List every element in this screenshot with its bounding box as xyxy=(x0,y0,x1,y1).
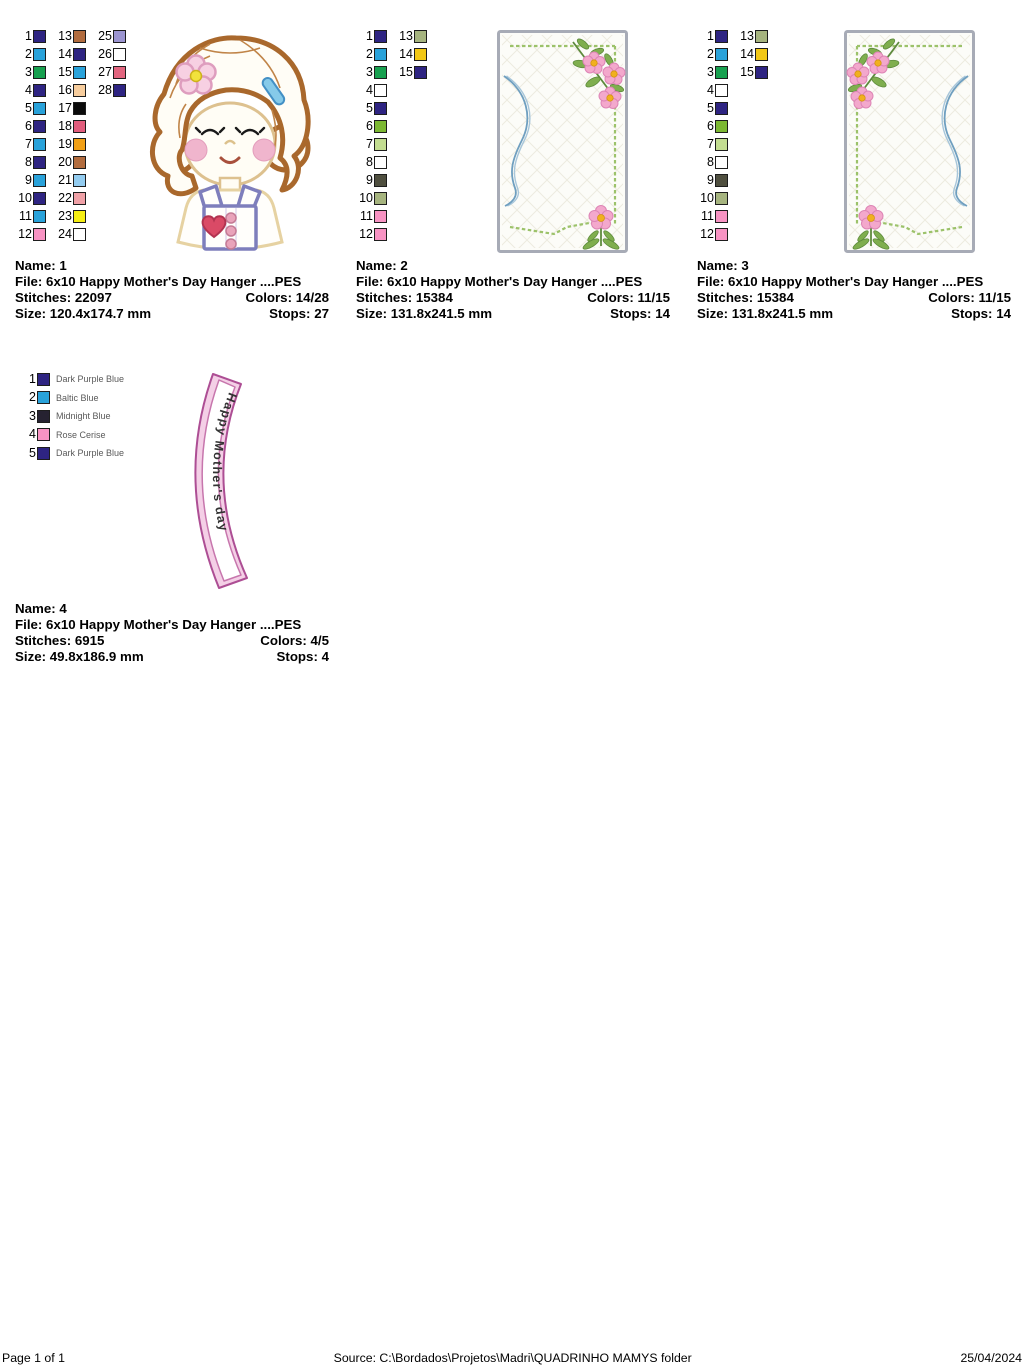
size-line xyxy=(15,649,329,665)
palette-number: 2 xyxy=(366,46,373,61)
palette-entry xyxy=(54,153,86,171)
page-number: Page 1 of 1 xyxy=(2,1351,65,1365)
palette-swatch xyxy=(33,210,46,223)
stops-value: 27 xyxy=(314,305,329,321)
palette-number: 2 xyxy=(707,46,714,61)
palette-number: 16 xyxy=(58,82,72,97)
palette-entry xyxy=(54,27,86,45)
palette-entry xyxy=(696,117,728,135)
stitches-line xyxy=(356,290,670,306)
palette-swatch xyxy=(755,48,768,61)
palette-swatch xyxy=(73,210,86,223)
name-label: Name: xyxy=(697,258,738,273)
name-line xyxy=(356,258,670,274)
palette-swatch xyxy=(73,138,86,151)
palette-number: 19 xyxy=(58,136,72,151)
palette-swatch xyxy=(33,174,46,187)
palette-entry xyxy=(18,389,124,408)
palette-swatch xyxy=(374,66,387,79)
palette-number: 9 xyxy=(25,172,32,187)
palette-swatch xyxy=(33,30,46,43)
palette-color-name: Dark Purple Blue xyxy=(56,448,125,459)
file-line xyxy=(697,274,1011,290)
palette-swatch xyxy=(73,228,86,241)
design-info-3 xyxy=(682,258,1023,322)
palette-number: 2 xyxy=(29,390,36,405)
palette-number: 8 xyxy=(25,154,32,169)
palette-swatch xyxy=(715,66,728,79)
color-palette-2 xyxy=(355,27,427,243)
palette-swatch xyxy=(33,48,46,61)
palette-entry xyxy=(54,45,86,63)
palette-entry xyxy=(14,207,46,225)
palette-entry xyxy=(696,207,728,225)
palette-swatch xyxy=(715,48,728,61)
palette-number: 13 xyxy=(740,28,754,43)
palette-entry xyxy=(54,171,86,189)
palette-entry xyxy=(14,153,46,171)
file-line xyxy=(15,274,329,290)
palette-number: 5 xyxy=(707,100,714,115)
palette-swatch xyxy=(715,228,728,241)
palette-swatch xyxy=(33,192,46,205)
palette-swatch xyxy=(73,174,86,187)
file-value: 6x10 Happy Mother's Day Hanger ....PES xyxy=(46,616,302,632)
palette-swatch xyxy=(414,48,427,61)
size-label: Size: xyxy=(356,305,388,321)
color-palette-3 xyxy=(696,27,768,243)
palette-entry xyxy=(696,27,728,45)
palette-swatch xyxy=(374,210,387,223)
palette-entry xyxy=(54,135,86,153)
palette-number: 3 xyxy=(25,64,32,79)
palette-number: 24 xyxy=(58,226,72,241)
palette-number: 9 xyxy=(366,172,373,187)
hanger-panel-icon xyxy=(497,30,628,253)
palette-swatch xyxy=(33,120,46,133)
design-thumbnail-hanger-right xyxy=(844,30,975,258)
palette-number: 10 xyxy=(18,190,32,205)
palette-entry xyxy=(14,135,46,153)
palette-entry xyxy=(18,407,124,426)
palette-color-name: Dark Purple Blue xyxy=(56,374,125,385)
palette-number: 14 xyxy=(740,46,754,61)
palette-entry xyxy=(18,444,124,463)
palette-swatch xyxy=(33,66,46,79)
palette-number: 1 xyxy=(25,28,32,43)
palette-entry xyxy=(94,81,126,99)
palette-number: 25 xyxy=(98,28,112,43)
palette-number: 9 xyxy=(707,172,714,187)
palette-entry xyxy=(736,45,768,63)
palette-swatch xyxy=(374,138,387,151)
stops-value: 4 xyxy=(321,648,329,664)
palette-swatch xyxy=(715,210,728,223)
palette-swatch xyxy=(374,84,387,97)
file-line xyxy=(15,617,329,633)
palette-swatch xyxy=(374,30,387,43)
name-line xyxy=(697,258,1011,274)
palette-number: 12 xyxy=(359,226,373,241)
name-label: Name: xyxy=(356,258,397,273)
palette-number: 18 xyxy=(58,118,72,133)
palette-number: 11 xyxy=(701,208,714,223)
palette-number: 7 xyxy=(366,136,373,151)
source-path: Source: C:\Bordados\Projetos\Madri\QUADRINHO MAMYS folder xyxy=(333,1351,692,1365)
palette-swatch xyxy=(715,84,728,97)
stitches-label: Stitches: xyxy=(356,289,413,305)
design-block-2 xyxy=(341,20,682,340)
name-label: Name: xyxy=(15,258,56,273)
palette-number: 5 xyxy=(25,100,32,115)
palette-swatch xyxy=(113,66,126,79)
name-value: 2 xyxy=(400,258,408,273)
palette-entry xyxy=(54,81,86,99)
palette-number: 28 xyxy=(98,82,112,97)
palette-number: 1 xyxy=(29,371,36,386)
palette-entry xyxy=(696,135,728,153)
palette-entry xyxy=(355,225,387,243)
palette-number: 1 xyxy=(366,28,373,43)
palette-swatch xyxy=(374,174,387,187)
design-block-4 xyxy=(0,360,341,680)
palette-entry xyxy=(355,171,387,189)
dress-buttons xyxy=(226,213,236,249)
palette-number: 3 xyxy=(29,408,36,423)
palette-number: 5 xyxy=(366,100,373,115)
stops-label: Stops: xyxy=(269,305,311,321)
palette-entry xyxy=(94,45,126,63)
palette-number: 11 xyxy=(360,208,373,223)
palette-entry xyxy=(54,99,86,117)
palette-number: 8 xyxy=(707,154,714,169)
palette-entry xyxy=(14,117,46,135)
palette-number: 6 xyxy=(25,118,32,133)
palette-swatch xyxy=(73,102,86,115)
palette-number: 21 xyxy=(58,172,72,187)
stops-label: Stops: xyxy=(951,305,993,321)
palette-number: 6 xyxy=(707,118,714,133)
stitches-value: 6915 xyxy=(74,632,105,648)
banner-icon xyxy=(183,366,267,594)
palette-entry xyxy=(14,63,46,81)
palette-entry xyxy=(355,117,387,135)
palette-swatch xyxy=(715,156,728,169)
design-thumbnail-hanger-left xyxy=(497,30,628,258)
palette-entry xyxy=(355,27,387,45)
palette-entry xyxy=(14,189,46,207)
palette-number: 26 xyxy=(98,46,112,61)
palette-swatch xyxy=(33,84,46,97)
palette-swatch xyxy=(374,120,387,133)
palette-swatch xyxy=(33,138,46,151)
palette-swatch xyxy=(33,102,46,115)
file-label: File: xyxy=(15,616,43,632)
stops-value: 14 xyxy=(996,305,1011,321)
colors-value: 14/28 xyxy=(295,289,329,305)
palette-number: 2 xyxy=(25,46,32,61)
girl-applique-icon xyxy=(140,28,320,252)
palette-swatch xyxy=(715,174,728,187)
palette-swatch xyxy=(715,30,728,43)
palette-entry xyxy=(94,63,126,81)
stitches-label: Stitches: xyxy=(697,289,754,305)
design-block-3 xyxy=(682,20,1023,340)
palette-color-name: Rose Cerise xyxy=(56,429,106,440)
palette-entry xyxy=(54,189,86,207)
palette-swatch xyxy=(715,120,728,133)
palette-entry xyxy=(14,225,46,243)
file-value: 6x10 Happy Mother's Day Hanger ....PES xyxy=(728,273,984,289)
palette-swatch xyxy=(374,156,387,169)
size-value: 49.8x186.9 mm xyxy=(49,648,144,664)
colors-value: 11/15 xyxy=(637,289,670,305)
size-label: Size: xyxy=(15,648,47,664)
palette-entry xyxy=(696,45,728,63)
palette-entry xyxy=(18,370,124,389)
palette-entry xyxy=(395,27,427,45)
palette-number: 17 xyxy=(58,100,72,115)
colors-label: Colors: xyxy=(587,289,634,305)
palette-swatch xyxy=(414,66,427,79)
size-value: 120.4x174.7 mm xyxy=(49,305,152,321)
palette-swatch xyxy=(374,228,387,241)
size-value: 131.8x241.5 mm xyxy=(390,305,493,321)
palette-number: 3 xyxy=(707,64,714,79)
palette-swatch xyxy=(73,120,86,133)
size-label: Size: xyxy=(15,305,47,321)
palette-number: 12 xyxy=(18,226,32,241)
palette-number: 20 xyxy=(58,154,72,169)
design-info-2 xyxy=(341,258,682,322)
palette-swatch xyxy=(73,156,86,169)
name-line xyxy=(15,601,329,617)
palette-entry xyxy=(18,426,124,445)
palette-number: 7 xyxy=(707,136,714,151)
palette-swatch xyxy=(374,192,387,205)
palette-swatch xyxy=(73,30,86,43)
palette-entry xyxy=(355,153,387,171)
palette-swatch xyxy=(414,30,427,43)
file-label: File: xyxy=(356,273,384,289)
banner-text: Happy Mother's day xyxy=(209,390,240,534)
stitches-value: 15384 xyxy=(756,289,794,305)
palette-entry xyxy=(696,225,728,243)
girl-hair xyxy=(152,38,308,194)
file-label: File: xyxy=(15,273,43,289)
colors-value: 4/5 xyxy=(310,632,329,648)
palette-swatch xyxy=(33,228,46,241)
design-info-4 xyxy=(0,601,341,665)
name-label: Name: xyxy=(15,601,56,616)
file-value: 6x10 Happy Mother's Day Hanger ....PES xyxy=(46,273,302,289)
file-value: 6x10 Happy Mother's Day Hanger ....PES xyxy=(387,273,643,289)
palette-number: 22 xyxy=(58,190,72,205)
palette-swatch xyxy=(73,84,86,97)
colors-label: Colors: xyxy=(928,289,975,305)
page-footer xyxy=(2,1351,1022,1365)
size-label: Size: xyxy=(697,305,729,321)
design-thumbnail-girl xyxy=(140,28,320,257)
palette-swatch xyxy=(113,84,126,97)
palette-swatch xyxy=(33,156,46,169)
palette-entry xyxy=(14,45,46,63)
palette-swatch xyxy=(113,30,126,43)
design-info-1 xyxy=(0,258,341,322)
palette-number: 23 xyxy=(58,208,72,223)
palette-number: 12 xyxy=(700,226,714,241)
name-value: 4 xyxy=(59,601,67,616)
palette-number: 15 xyxy=(58,64,72,79)
palette-entry xyxy=(14,27,46,45)
color-palette-1 xyxy=(14,27,126,243)
palette-entry xyxy=(696,153,728,171)
stops-value: 14 xyxy=(655,305,670,321)
palette-entry xyxy=(355,63,387,81)
palette-number: 5 xyxy=(29,445,36,460)
palette-entry xyxy=(355,45,387,63)
palette-entry xyxy=(54,63,86,81)
palette-number: 8 xyxy=(366,154,373,169)
palette-number: 13 xyxy=(58,28,72,43)
palette-entry xyxy=(54,117,86,135)
palette-swatch xyxy=(73,48,86,61)
palette-number: 4 xyxy=(707,82,714,97)
stitches-line xyxy=(697,290,1011,306)
palette-number: 14 xyxy=(399,46,413,61)
palette-number: 7 xyxy=(25,136,32,151)
palette-entry xyxy=(355,99,387,117)
palette-entry xyxy=(355,135,387,153)
palette-swatch xyxy=(755,66,768,79)
palette-entry xyxy=(395,63,427,81)
palette-entry xyxy=(94,27,126,45)
palette-number: 13 xyxy=(399,28,413,43)
palette-color-name: Baltic Blue xyxy=(56,392,99,403)
palette-swatch xyxy=(37,373,50,386)
palette-entry xyxy=(355,207,387,225)
palette-number: 1 xyxy=(707,28,714,43)
colors-label: Colors: xyxy=(260,632,307,648)
palette-entry xyxy=(696,189,728,207)
palette-color-name: Midnight Blue xyxy=(56,411,111,422)
palette-swatch xyxy=(73,192,86,205)
stitches-label: Stitches: xyxy=(15,289,72,305)
palette-number: 4 xyxy=(25,82,32,97)
palette-number: 15 xyxy=(399,64,413,79)
palette-swatch xyxy=(374,102,387,115)
palette-number: 14 xyxy=(58,46,72,61)
palette-entry xyxy=(736,63,768,81)
palette-entry xyxy=(696,63,728,81)
palette-entry xyxy=(736,27,768,45)
palette-entry xyxy=(14,99,46,117)
palette-number: 6 xyxy=(366,118,373,133)
file-line xyxy=(356,274,670,290)
palette-entry xyxy=(54,207,86,225)
print-date: 25/04/2024 xyxy=(960,1351,1022,1365)
palette-entry xyxy=(696,81,728,99)
palette-swatch xyxy=(715,192,728,205)
palette-number: 27 xyxy=(98,64,112,79)
design-thumbnail-banner xyxy=(183,366,267,599)
size-line xyxy=(697,306,1011,322)
name-line xyxy=(15,258,329,274)
palette-swatch xyxy=(755,30,768,43)
palette-swatch xyxy=(37,410,50,423)
stitches-line xyxy=(15,633,329,649)
palette-swatch xyxy=(374,48,387,61)
palette-swatch xyxy=(37,391,50,404)
stitches-line xyxy=(15,290,329,306)
stitches-value: 15384 xyxy=(415,289,453,305)
palette-number: 4 xyxy=(366,82,373,97)
palette-number: 3 xyxy=(366,64,373,79)
size-line xyxy=(15,306,329,322)
stitches-label: Stitches: xyxy=(15,632,72,648)
palette-entry xyxy=(14,81,46,99)
hanger-panel-icon xyxy=(844,30,975,253)
palette-entry xyxy=(395,45,427,63)
palette-entry xyxy=(54,225,86,243)
file-label: File: xyxy=(697,273,725,289)
palette-swatch xyxy=(715,138,728,151)
size-value: 131.8x241.5 mm xyxy=(731,305,834,321)
palette-entry xyxy=(355,189,387,207)
palette-swatch xyxy=(113,48,126,61)
palette-entry xyxy=(14,171,46,189)
size-line xyxy=(356,306,670,322)
palette-number: 15 xyxy=(740,64,754,79)
palette-number: 10 xyxy=(359,190,373,205)
colors-label: Colors: xyxy=(245,289,293,305)
palette-swatch xyxy=(37,447,50,460)
design-block-1 xyxy=(0,20,341,340)
stops-label: Stops: xyxy=(610,305,652,321)
palette-number: 10 xyxy=(700,190,714,205)
name-value: 3 xyxy=(741,258,749,273)
palette-swatch xyxy=(715,102,728,115)
nose xyxy=(225,141,235,144)
palette-entry xyxy=(696,99,728,117)
stitches-value: 22097 xyxy=(74,289,112,305)
name-value: 1 xyxy=(59,258,67,273)
palette-swatch xyxy=(73,66,86,79)
palette-entry xyxy=(696,171,728,189)
palette-number: 11 xyxy=(19,208,32,223)
stops-label: Stops: xyxy=(276,648,318,664)
palette-entry xyxy=(355,81,387,99)
palette-swatch xyxy=(37,428,50,441)
color-palette-4 xyxy=(18,370,124,463)
palette-number: 4 xyxy=(29,427,36,442)
colors-value: 11/15 xyxy=(978,289,1011,305)
